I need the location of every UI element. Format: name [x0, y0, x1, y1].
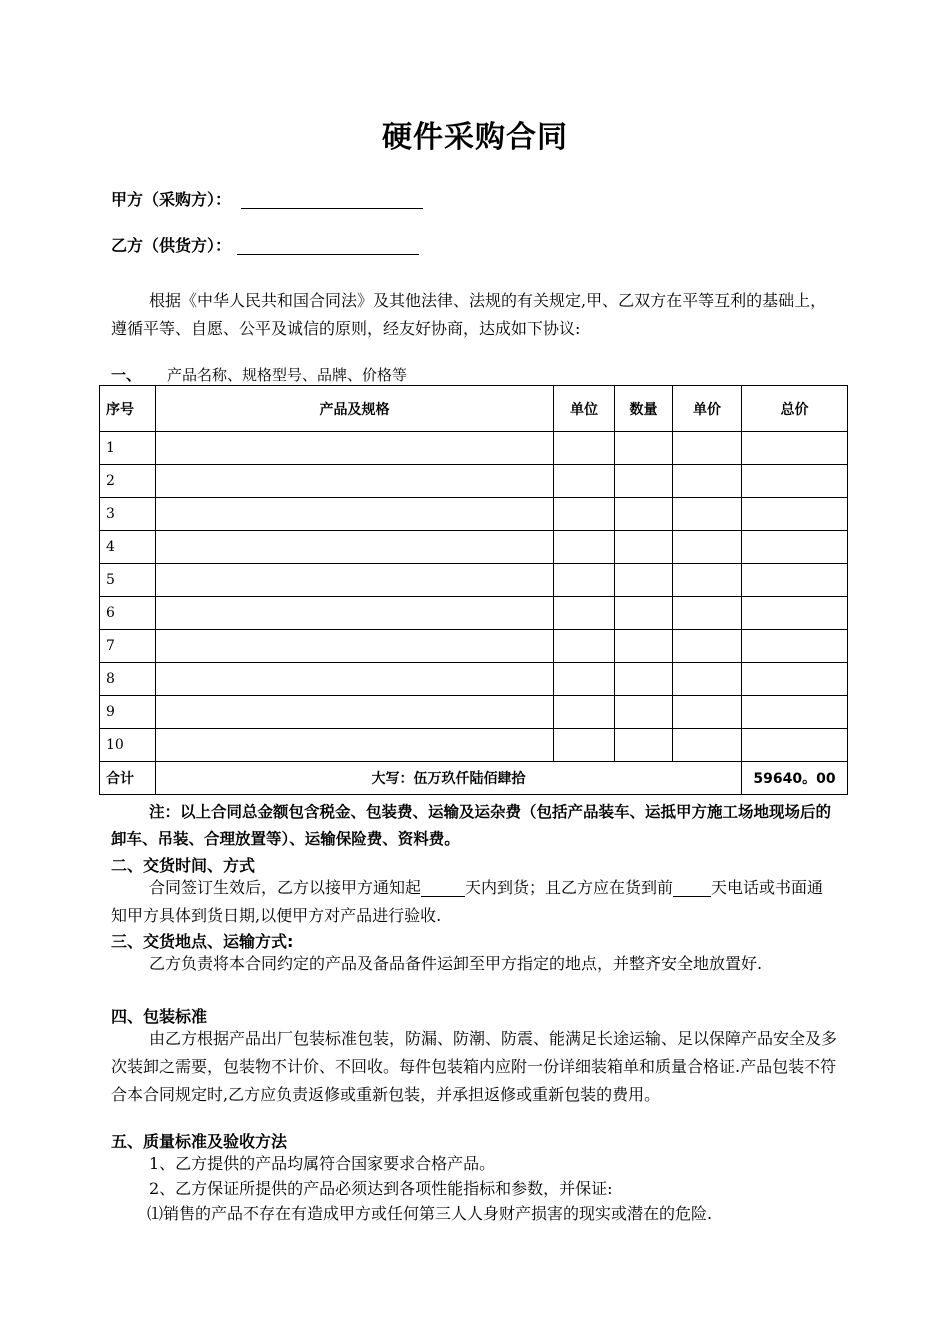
total-label: 合计	[100, 762, 156, 795]
cell-quantity[interactable]	[615, 465, 673, 498]
cell-unit[interactable]	[554, 465, 615, 498]
cell-unit[interactable]	[554, 597, 615, 630]
cell-index: 10	[100, 729, 156, 762]
cell-index: 6	[100, 597, 156, 630]
table-header-row	[100, 386, 848, 432]
section-2-text-a: 合同签订生效后，乙方以接甲方通知起	[149, 878, 422, 897]
cell-unit-price[interactable]	[673, 729, 742, 762]
cell-quantity[interactable]	[615, 696, 673, 729]
cell-total-price[interactable]	[742, 597, 848, 630]
cell-index: 2	[100, 465, 156, 498]
party-b-label: 乙方（供货方）：	[111, 236, 232, 255]
cell-unit-price[interactable]	[673, 597, 742, 630]
cell-unit-price[interactable]	[673, 498, 742, 531]
section-5-item-3: ⑴销售的产品不存在有造成甲方或任何第三人人身财产损害的现实或潜在的危险.	[147, 1204, 713, 1223]
cell-total-price[interactable]	[742, 696, 848, 729]
section-5-heading: 五、质量标准及验收方法	[111, 1132, 288, 1151]
col-header-quantity: 数量	[615, 386, 673, 432]
col-header-unit-price: 单价	[673, 386, 742, 432]
section-1-heading	[111, 364, 407, 385]
cell-unit-price[interactable]	[673, 531, 742, 564]
cell-unit-price[interactable]	[673, 663, 742, 696]
days-notice-blank[interactable]	[421, 878, 465, 897]
days-before-blank[interactable]	[673, 878, 711, 897]
cell-index: 9	[100, 696, 156, 729]
party-b-row	[111, 233, 419, 256]
cell-index: 7	[100, 630, 156, 663]
cell-product[interactable]	[156, 663, 554, 696]
cell-unit[interactable]	[554, 498, 615, 531]
section-2-text-b: 天内到货；且乙方应在货到前	[465, 878, 674, 897]
section-3-paragraph: 乙方负责将本合同约定的产品及备品备件运卸至甲方指定的地点，并整齐安全地放置好.	[149, 954, 763, 973]
cell-unit-price[interactable]	[673, 465, 742, 498]
document-title: 硬件采购合同	[382, 120, 568, 155]
cell-quantity[interactable]	[615, 597, 673, 630]
section-2-text-c: 天电话或书面通知甲方具体到货日期,以便甲方对产品进行验收.	[111, 878, 824, 925]
product-table	[99, 385, 848, 795]
cell-unit-price[interactable]	[673, 630, 742, 663]
section-2-paragraph	[111, 874, 839, 930]
cell-total-price[interactable]	[742, 630, 848, 663]
cell-unit[interactable]	[554, 531, 615, 564]
cell-product[interactable]	[156, 465, 554, 498]
section-1-number: 一、	[111, 366, 142, 384]
cell-unit[interactable]	[554, 630, 615, 663]
section-3-heading: 三、交货地点、运输方式:	[111, 932, 294, 951]
table-row	[100, 663, 848, 696]
table-row	[100, 432, 848, 465]
cell-product[interactable]	[156, 630, 554, 663]
cell-product[interactable]	[156, 696, 554, 729]
party-a-label: 甲方（采购方）：	[111, 190, 232, 209]
table-row	[100, 465, 848, 498]
cell-index: 8	[100, 663, 156, 696]
cell-total-price[interactable]	[742, 465, 848, 498]
cell-index: 4	[100, 531, 156, 564]
cell-quantity[interactable]	[615, 663, 673, 696]
cell-product[interactable]	[156, 564, 554, 597]
table-row	[100, 729, 848, 762]
cell-quantity[interactable]	[615, 531, 673, 564]
party-b-blank[interactable]	[237, 236, 419, 255]
cell-unit[interactable]	[554, 432, 615, 465]
cell-quantity[interactable]	[615, 729, 673, 762]
col-header-index: 序号	[100, 386, 156, 432]
cell-unit[interactable]	[554, 729, 615, 762]
cell-total-price[interactable]	[742, 498, 848, 531]
cell-unit-price[interactable]	[673, 696, 742, 729]
table-row	[100, 564, 848, 597]
cell-quantity[interactable]	[615, 498, 673, 531]
section-1-title: 产品名称、规格型号、品牌、价格等	[167, 366, 408, 384]
cell-quantity[interactable]	[615, 564, 673, 597]
cell-product[interactable]	[156, 498, 554, 531]
section-4-paragraph: 由乙方根据产品出厂包装标准包装，防漏、防潮、防震、能满足长途运输、足以保障产品安全及多次装卸之需要，包装物不计价、不回收。每件包装箱内应附一份详细装箱单和质量合格证.产品包装不符合本合同规定时,乙方应负责返修或重新包装，并承担返修或重新包装的费用。	[111, 1029, 838, 1104]
cell-index: 1	[100, 432, 156, 465]
section-4-heading: 四、包装标准	[111, 1007, 208, 1026]
cell-index: 5	[100, 564, 156, 597]
section-2-heading: 二、交货时间、方式	[111, 856, 256, 875]
col-header-total-price: 总价	[742, 386, 848, 432]
party-a-row	[111, 187, 423, 210]
cell-unit[interactable]	[554, 564, 615, 597]
cell-product[interactable]	[156, 597, 554, 630]
section-5-item-1: 1、乙方提供的产品均属符合国家要求合格产品。	[149, 1154, 496, 1173]
total-amount-words: 大写：伍万玖仟陆佰肆拾	[156, 762, 742, 795]
section-5-item-2: 2、乙方保证所提供的产品必须达到各项性能指标和参数，并保证:	[149, 1179, 613, 1198]
cell-unit[interactable]	[554, 696, 615, 729]
cell-product[interactable]	[156, 531, 554, 564]
total-amount-figure: 59640。00	[742, 762, 848, 795]
total-row	[100, 762, 848, 795]
cell-total-price[interactable]	[742, 564, 848, 597]
cell-total-price[interactable]	[742, 663, 848, 696]
cell-total-price[interactable]	[742, 729, 848, 762]
intro-paragraph: 根据《中华人民共和国合同法》及其他法律、法规的有关规定,甲、乙双方在平等互利的基础上，遵循平等、自愿、公平及诚信的原则，经友好协商，达成如下协议:	[111, 291, 827, 338]
cell-unit[interactable]	[554, 663, 615, 696]
price-note: 注：以上合同总金额包含税金、包装费、运输及运杂费（包括产品装车、运抵甲方施工场地现场后的卸车、吊装、合理放置等）、运输保险费、资料费。	[111, 803, 832, 848]
col-header-product: 产品及规格	[156, 386, 554, 432]
cell-total-price[interactable]	[742, 531, 848, 564]
cell-quantity[interactable]	[615, 432, 673, 465]
cell-unit-price[interactable]	[673, 432, 742, 465]
cell-quantity[interactable]	[615, 630, 673, 663]
table-row	[100, 630, 848, 663]
table-row	[100, 531, 848, 564]
cell-index: 3	[100, 498, 156, 531]
party-a-blank[interactable]	[241, 190, 423, 209]
cell-product[interactable]	[156, 729, 554, 762]
table-row	[100, 498, 848, 531]
table-row	[100, 597, 848, 630]
cell-product[interactable]	[156, 432, 554, 465]
cell-unit-price[interactable]	[673, 564, 742, 597]
table-row	[100, 696, 848, 729]
cell-total-price[interactable]	[742, 432, 848, 465]
col-header-unit: 单位	[554, 386, 615, 432]
